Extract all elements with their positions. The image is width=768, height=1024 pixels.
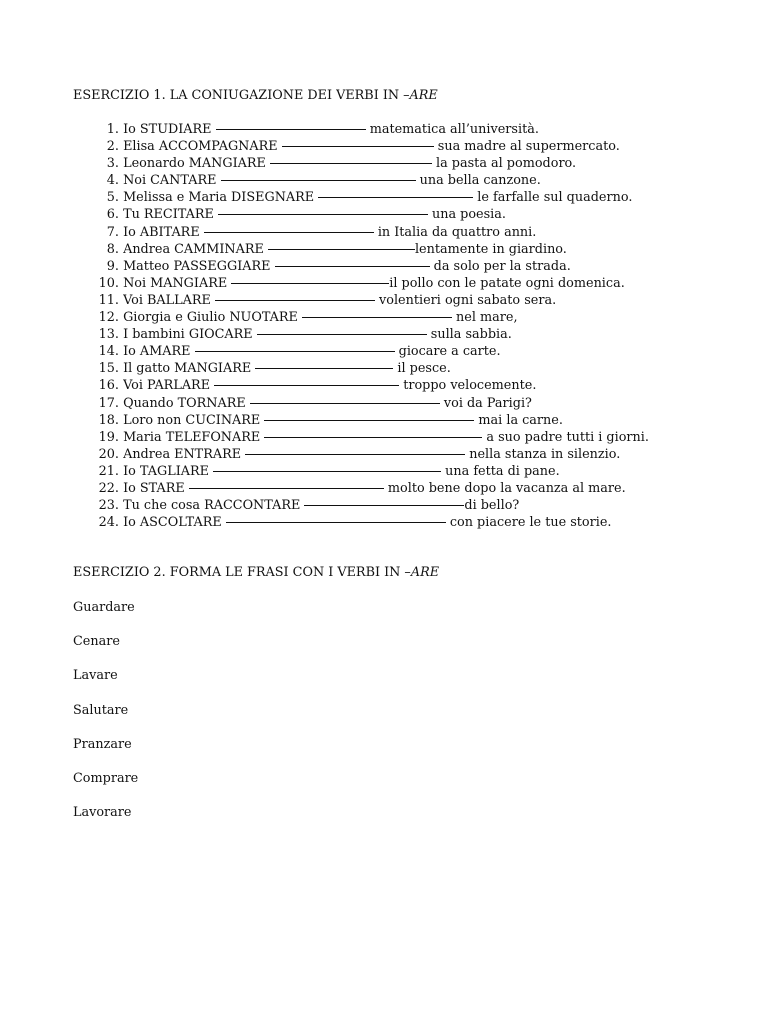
exercise2-title: ESERCIZIO 2. FORMA LE FRASI CON I VERBI IN – [73,565,411,580]
item-number: 13. [98,327,119,343]
answer-blank[interactable] [255,367,393,369]
item-subject-verb: Voi BALLARE [123,292,211,308]
item-rest: una fetta di pane. [445,463,560,479]
answer-blank[interactable] [304,504,464,506]
item-number: 2. [106,139,119,155]
exercise-item [82,360,649,377]
item-number: 15. [98,361,119,377]
answer-blank[interactable] [302,316,452,318]
exercise-item [82,326,649,343]
exercise2-verb-list [73,599,138,838]
exercise-item [82,292,649,309]
answer-blank[interactable] [218,213,428,215]
answer-blank[interactable] [250,402,440,404]
item-number: 7. [106,224,119,240]
item-rest: matematica all’università. [369,122,539,137]
item-rest: da solo per la strada. [433,258,571,274]
exercise-item [82,429,649,446]
item-subject-verb: Elisa ACCOMPAGNARE [123,139,278,155]
item-subject-verb: Maria TELEFONARE [123,429,261,445]
answer-blank[interactable] [195,350,395,352]
answer-blank[interactable] [264,419,474,421]
item-rest: in Italia da quattro anni. [377,224,537,240]
item-rest: nel mare, [456,310,518,326]
answer-blank[interactable] [245,453,465,455]
item-number: 6. [106,207,119,223]
item-subject-verb: Io TAGLIARE [123,463,209,479]
verb-prompt: Lavorare [73,805,132,821]
answer-blank[interactable] [221,179,416,181]
item-rest: giocare a carte. [398,344,501,360]
item-rest: molto bene dopo la vacanza al mare. [387,480,626,496]
item-rest: una poesia. [431,207,506,223]
exercise-item [82,138,649,155]
item-number: 19. [98,429,119,445]
item-subject-verb: Giorgia e Giulio NUOTARE [123,310,298,326]
item-subject-verb: Il gatto MANGIARE [123,361,252,377]
item-number: 9. [106,258,119,274]
exercise-item [82,377,649,394]
answer-blank[interactable] [268,248,415,250]
item-number: 4. [106,173,119,189]
item-subject-verb: Io STARE [123,480,185,496]
item-subject-verb: Noi MANGIARE [123,275,228,291]
item-rest: il pollo con le patate ogni domenica. [389,275,625,291]
exercise-item [82,224,649,241]
item-subject-verb: Loro non CUCINARE [123,412,261,428]
answer-blank[interactable] [318,196,473,198]
item-subject-verb: Io AMARE [123,344,191,360]
item-subject-verb: I bambini GIOCARE [123,327,253,343]
item-subject-verb: Quando TORNARE [123,395,246,411]
exercise2-title-suffix: ARE [410,565,440,580]
exercise-item [82,412,649,429]
item-subject-verb: Andrea ENTRARE [123,446,242,462]
item-rest: una bella canzone. [419,173,541,189]
item-subject-verb: Leonardo MANGIARE [123,156,266,172]
item-rest: nella stanza in silenzio. [469,446,621,462]
item-number: 16. [98,378,119,394]
item-rest: voi da Parigi? [443,395,532,411]
item-subject-verb: Matteo PASSEGGIARE [123,258,271,274]
item-number: 10. [98,275,119,291]
item-number: 8. [106,241,119,257]
answer-blank[interactable] [282,145,434,147]
exercise-item [82,155,649,172]
answer-blank[interactable] [214,384,399,386]
exercise-item [82,480,649,497]
item-number: 21. [98,463,119,479]
exercise-item [82,121,649,138]
verb-prompt: Comprare [73,770,139,786]
answer-blank[interactable] [226,521,446,523]
exercise2-heading [73,565,439,580]
item-rest: lentamente in giardino. [414,241,567,257]
item-number: 17. [98,395,119,411]
item-rest: il pesce. [397,361,451,377]
item-rest: le farfalle sul quaderno. [477,190,633,206]
item-rest: sulla sabbia. [430,327,512,343]
exercise-item [82,309,649,326]
item-subject-verb: Tu che cosa RACCONTARE [123,498,301,514]
answer-blank[interactable] [257,333,427,335]
answer-blank[interactable] [275,265,430,267]
exercise-item [82,497,649,514]
exercise1-title: ESERCIZIO 1. LA CONIUGAZIONE DEI VERBI IN – [73,88,410,103]
answer-blank[interactable] [264,436,482,438]
exercise-item [82,343,649,360]
item-number: 1. [106,122,119,137]
verb-prompt: Lavare [73,668,118,684]
exercise-item [82,189,649,206]
exercise-item [82,395,649,412]
answer-blank[interactable] [213,470,441,472]
item-rest: con piacere le tue storie. [449,515,612,531]
item-number: 12. [98,310,119,326]
exercise1-title-suffix: ARE [409,88,438,103]
item-number: 22. [98,480,119,496]
answer-blank[interactable] [231,282,389,284]
item-number: 3. [106,156,119,172]
item-rest: di bello? [464,498,520,514]
answer-blank[interactable] [204,231,374,233]
item-subject-verb: Andrea CAMMINARE [123,241,264,257]
answer-blank[interactable] [216,128,366,130]
verb-prompt: Pranzare [73,736,132,752]
exercise-item [82,446,649,463]
exercise-item [82,241,649,258]
exercise1-heading [73,88,438,103]
item-number: 5. [106,190,119,206]
exercise-item [82,172,649,189]
item-number: 11. [98,292,119,308]
item-rest: a suo padre tutti i giorni. [486,429,649,445]
verb-prompt: Salutare [73,702,129,718]
item-subject-verb: Io STUDIARE [123,122,212,137]
exercise1-list [82,121,649,531]
item-rest: la pasta al pomodoro. [436,156,577,172]
item-rest: sua madre al supermercato. [437,139,620,155]
item-subject-verb: Noi CANTARE [123,173,217,189]
verb-prompt: Guardare [73,600,135,615]
item-number: 23. [98,498,119,514]
item-subject-verb: Tu RECITARE [123,207,214,223]
item-subject-verb: Voi PARLARE [123,378,211,394]
item-number: 14. [98,344,119,360]
item-rest: volentieri ogni sabato sera. [379,292,557,308]
exercise-item [82,514,649,531]
verb-prompt: Cenare [73,634,120,650]
exercise-item [82,206,649,223]
answer-blank[interactable] [215,299,375,301]
item-number: 24. [98,515,119,531]
item-subject-verb: Io ABITARE [123,224,200,240]
item-number: 20. [98,446,119,462]
exercise-item [82,463,649,480]
exercise-item [82,275,649,292]
answer-blank[interactable] [270,162,432,164]
item-rest: troppo velocemente. [403,378,537,394]
item-subject-verb: Melissa e Maria DISEGNARE [123,190,315,206]
answer-blank[interactable] [189,487,384,489]
item-number: 18. [98,412,119,428]
exercise-item [82,258,649,275]
item-subject-verb: Io ASCOLTARE [123,515,222,531]
item-rest: mai la carne. [478,412,563,428]
